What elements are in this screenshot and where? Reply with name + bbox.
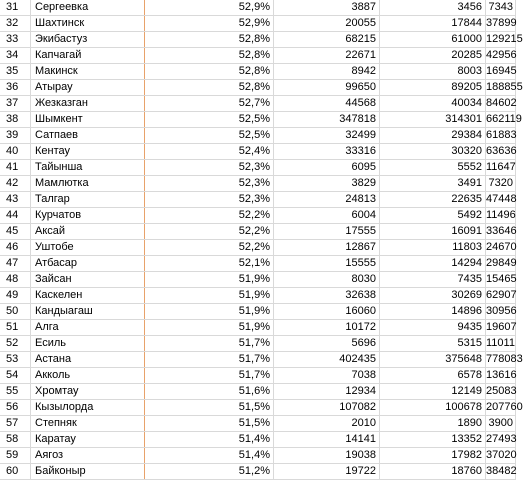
city-name-cell[interactable]: Атбасар [31,256,145,271]
value-2-cell[interactable]: 12149 [380,384,486,399]
row-number-cell[interactable]: 33 [0,32,31,47]
value-2-cell[interactable]: 6578 [380,368,486,383]
percent-cell[interactable]: 52,3% [145,176,274,191]
value-1-cell[interactable]: 8942 [274,64,380,79]
value-2-cell[interactable]: 14294 [380,256,486,271]
value-3-cell[interactable]: 27493 [486,433,517,445]
row-number-cell[interactable]: 49 [0,288,31,303]
value-3-cell[interactable]: 207760 [486,401,523,413]
row-number-cell[interactable]: 54 [0,368,31,383]
value-2-cell[interactable]: 11803 [380,240,486,255]
city-name-cell[interactable]: Экибастуз [31,32,145,47]
city-name-cell[interactable]: Мамлютка [31,176,145,191]
city-name-cell[interactable]: Шымкент [31,112,145,127]
value-3-cell[interactable]: 13616 [486,369,517,381]
value-3-cell[interactable]: 16945 [486,65,517,77]
value-2-cell[interactable]: 5492 [380,208,486,223]
value-1-cell[interactable]: 16060 [274,304,380,319]
value-3-cell[interactable]: 42956 [486,49,517,61]
value-3-cell[interactable]: 129215 [486,33,523,45]
value-1-cell[interactable]: 20055 [274,16,380,31]
row-number-cell[interactable]: 59 [0,448,31,463]
row-number-cell[interactable]: 51 [0,320,31,335]
city-name-cell[interactable]: Байконыр [31,464,145,479]
value-1-cell[interactable]: 17555 [274,224,380,239]
table-row [0,208,516,224]
city-name-cell[interactable]: Каскелен [31,288,145,303]
table-row [0,144,516,160]
value-1-cell[interactable]: 3887 [274,0,380,15]
row-number-cell[interactable]: 36 [0,80,31,95]
city-name-cell[interactable]: Сатпаев [31,128,145,143]
city-name-cell[interactable]: Сергеевка [31,0,145,15]
percent-cell[interactable]: 51,9% [145,288,274,303]
value-1-cell[interactable]: 5696 [274,336,380,351]
row-number-cell[interactable]: 42 [0,176,31,191]
percent-cell[interactable]: 51,7% [145,352,274,367]
value-1-cell[interactable]: 107082 [274,400,380,415]
table-row [0,352,523,368]
value-2-cell[interactable]: 89205 [380,80,486,95]
row-number-cell[interactable]: 32 [0,16,31,31]
city-name-cell[interactable]: Аксай [31,224,145,239]
percent-cell[interactable]: 51,7% [145,336,274,351]
value-1-cell[interactable]: 10172 [274,320,380,335]
table-row [0,176,516,192]
table-row [0,96,516,112]
city-name-cell[interactable]: Атырау [31,80,145,95]
table-row [0,336,516,352]
table-row [0,16,516,32]
row-number-cell[interactable]: 48 [0,272,31,287]
value-1-cell[interactable]: 6095 [274,160,380,175]
table-row [0,192,516,208]
row-number-cell[interactable]: 41 [0,160,31,175]
value-3-cell[interactable]: 15465 [486,273,517,285]
row-number-cell[interactable]: 39 [0,128,31,143]
row-number-cell[interactable]: 44 [0,208,31,223]
table-row [0,128,516,144]
value-2-cell[interactable]: 30320 [380,144,486,159]
row-number-cell[interactable]: 38 [0,112,31,127]
table-row [0,416,516,432]
percent-cell[interactable]: 51,7% [145,368,274,383]
percent-cell[interactable]: 52,4% [145,144,274,159]
value-1-cell[interactable]: 7038 [274,368,380,383]
table-row [0,288,516,304]
table-row [0,384,516,400]
city-name-cell[interactable]: Алга [31,320,145,335]
percent-cell[interactable]: 52,8% [145,48,274,63]
row-number-cell[interactable]: 35 [0,64,31,79]
percent-cell[interactable]: 52,7% [145,96,274,111]
percent-cell[interactable]: 51,4% [145,432,274,447]
value-1-cell[interactable]: 14141 [274,432,380,447]
percent-cell[interactable]: 52,2% [145,240,274,255]
city-name-cell[interactable]: Зайсан [31,272,145,287]
table-row [0,0,516,16]
row-number-cell[interactable]: 53 [0,352,31,367]
percent-cell[interactable]: 52,8% [145,80,274,95]
city-name-cell[interactable]: Талгар [31,192,145,207]
value-1-cell[interactable]: 8030 [274,272,380,287]
percent-cell[interactable]: 52,3% [145,192,274,207]
city-name-cell[interactable]: Шахтинск [31,16,145,31]
row-number-cell[interactable]: 31 [0,0,31,15]
value-3-cell[interactable]: 11496 [486,209,516,221]
row-number-cell[interactable]: 60 [0,464,31,479]
row-number-cell[interactable]: 55 [0,384,31,399]
value-2-cell[interactable]: 61000 [380,32,486,47]
value-1-cell[interactable]: 24813 [274,192,380,207]
value-2-cell[interactable]: 16091 [380,224,486,239]
value-3-cell[interactable]: 11011 [486,337,515,349]
row-number-cell[interactable]: 40 [0,144,31,159]
value-1-cell[interactable]: 19722 [274,464,380,479]
city-name-cell[interactable]: Есиль [31,336,145,351]
table-row [0,256,516,272]
value-3-cell[interactable]: 38482 [486,465,517,477]
value-2-cell[interactable]: 375648 [380,352,486,367]
city-name-cell[interactable]: Тайынша [31,160,145,175]
percent-cell[interactable]: 51,9% [145,320,274,335]
percent-cell[interactable]: 51,6% [145,384,274,399]
row-number-cell[interactable]: 58 [0,432,31,447]
value-2-cell[interactable]: 18760 [380,464,486,479]
value-2-cell[interactable]: 13352 [380,432,486,447]
city-name-cell[interactable]: Каратау [31,432,145,447]
value-1-cell[interactable]: 68215 [274,32,380,47]
value-1-cell[interactable]: 32499 [274,128,380,143]
value-3-cell[interactable]: 25083 [486,385,517,397]
percent-cell[interactable]: 51,9% [145,304,274,319]
value-2-cell[interactable]: 29384 [380,128,486,143]
value-3-cell[interactable]: 33646 [486,225,517,237]
percent-cell[interactable]: 51,5% [145,416,274,431]
value-1-cell[interactable]: 12934 [274,384,380,399]
row-number-cell[interactable]: 43 [0,192,31,207]
percent-cell[interactable]: 52,5% [145,112,274,127]
value-3-cell[interactable]: 11647 [486,161,516,173]
value-3-cell[interactable]: 778083 [486,353,523,365]
percent-cell[interactable]: 51,5% [145,400,274,415]
table-row [0,112,522,128]
city-name-cell[interactable]: Капчагай [31,48,145,63]
row-number-cell[interactable]: 45 [0,224,31,239]
value-1-cell[interactable]: 22671 [274,48,380,63]
percent-cell[interactable]: 52,5% [145,128,274,143]
value-2-cell[interactable]: 17982 [380,448,486,463]
percent-cell[interactable]: 52,9% [145,0,274,15]
table-row [0,224,516,240]
value-2-cell[interactable]: 17844 [380,16,486,31]
row-number-cell[interactable]: 46 [0,240,31,255]
city-name-cell[interactable]: Уштобе [31,240,145,255]
value-2-cell[interactable]: 30269 [380,288,486,303]
value-3-cell[interactable]: 7320 [486,176,516,191]
value-3-cell[interactable]: 30956 [486,305,517,317]
value-1-cell[interactable]: 99650 [274,80,380,95]
table-row [0,320,516,336]
table-row [0,272,516,288]
value-2-cell[interactable]: 9435 [380,320,486,335]
value-3-cell[interactable]: 29849 [486,257,517,269]
value-3-cell[interactable]: 61883 [486,129,517,141]
percent-cell[interactable]: 51,2% [145,464,274,479]
value-2-cell[interactable]: 5552 [380,160,486,175]
value-1-cell[interactable]: 19038 [274,448,380,463]
value-1-cell[interactable]: 2010 [274,416,380,431]
city-name-cell[interactable]: Астана [31,352,145,367]
table-row [0,400,523,416]
value-3-cell[interactable]: 37020 [486,449,517,461]
table-row [0,432,516,448]
row-number-cell[interactable]: 56 [0,400,31,415]
percent-cell[interactable]: 51,9% [145,272,274,287]
percent-cell[interactable]: 52,8% [145,32,274,47]
value-1-cell[interactable]: 33316 [274,144,380,159]
table-row [0,304,516,320]
table-row [0,368,516,384]
value-1-cell[interactable]: 15555 [274,256,380,271]
table-row [0,48,516,64]
percent-cell[interactable]: 52,1% [145,256,274,271]
value-2-cell[interactable]: 100678 [380,400,486,415]
value-3-cell[interactable]: 19607 [486,321,517,333]
table-row [0,64,516,80]
value-1-cell[interactable]: 6004 [274,208,380,223]
row-number-cell[interactable]: 57 [0,416,31,431]
percent-cell[interactable]: 52,8% [145,64,274,79]
value-3-cell[interactable]: 188855 [486,81,523,93]
row-number-cell[interactable]: 52 [0,336,31,351]
value-3-cell[interactable]: 7343 [486,0,516,15]
value-1-cell[interactable]: 3829 [274,176,380,191]
value-2-cell[interactable]: 5315 [380,336,486,351]
percent-cell[interactable]: 52,3% [145,160,274,175]
value-3-cell[interactable]: 47448 [486,193,517,205]
city-name-cell[interactable]: Акколь [31,368,145,383]
value-3-cell[interactable]: 62907 [486,289,517,301]
city-name-cell[interactable]: Кентау [31,144,145,159]
value-2-cell[interactable]: 20285 [380,48,486,63]
value-2-cell[interactable]: 7435 [380,272,486,287]
value-3-cell[interactable]: 63636 [486,145,517,157]
table-row [0,240,516,256]
city-name-cell[interactable]: Кызылорда [31,400,145,415]
value-1-cell[interactable]: 32638 [274,288,380,303]
row-number-cell[interactable]: 34 [0,48,31,63]
city-name-cell[interactable]: Макинск [31,64,145,79]
value-1-cell[interactable]: 402435 [274,352,380,367]
row-number-cell[interactable]: 37 [0,96,31,111]
value-3-cell[interactable]: 37899 [486,17,517,29]
value-1-cell[interactable]: 12867 [274,240,380,255]
percent-cell[interactable]: 52,9% [145,16,274,31]
table-row [0,32,523,48]
value-3-cell[interactable]: 662119 [486,113,522,125]
value-2-cell[interactable]: 3491 [380,176,486,191]
value-3-cell[interactable]: 3900 [486,416,516,431]
city-name-cell[interactable]: Курчатов [31,208,145,223]
value-1-cell[interactable]: 347818 [274,112,380,127]
city-name-cell[interactable]: Аягоз [31,448,145,463]
value-2-cell[interactable]: 314301 [380,112,486,127]
percent-cell[interactable]: 52,2% [145,224,274,239]
value-2-cell[interactable]: 3456 [380,0,486,15]
value-3-cell[interactable]: 24670 [486,241,517,253]
value-2-cell[interactable]: 22635 [380,192,486,207]
city-name-cell[interactable]: Кандыагаш [31,304,145,319]
value-2-cell[interactable]: 40034 [380,96,486,111]
city-name-cell[interactable]: Степняк [31,416,145,431]
value-1-cell[interactable]: 44568 [274,96,380,111]
row-number-cell[interactable]: 50 [0,304,31,319]
table-row [0,160,516,176]
table-row [0,464,516,480]
percent-cell[interactable]: 51,4% [145,448,274,463]
table-row [0,448,516,464]
value-3-cell[interactable]: 84602 [486,97,517,109]
city-name-cell[interactable]: Жезказган [31,96,145,111]
row-number-cell[interactable]: 47 [0,256,31,271]
city-name-cell[interactable]: Хромтау [31,384,145,399]
value-2-cell[interactable]: 14896 [380,304,486,319]
value-2-cell[interactable]: 8003 [380,64,486,79]
value-2-cell[interactable]: 1890 [380,416,486,431]
table-row [0,80,523,96]
percent-cell[interactable]: 52,2% [145,208,274,223]
